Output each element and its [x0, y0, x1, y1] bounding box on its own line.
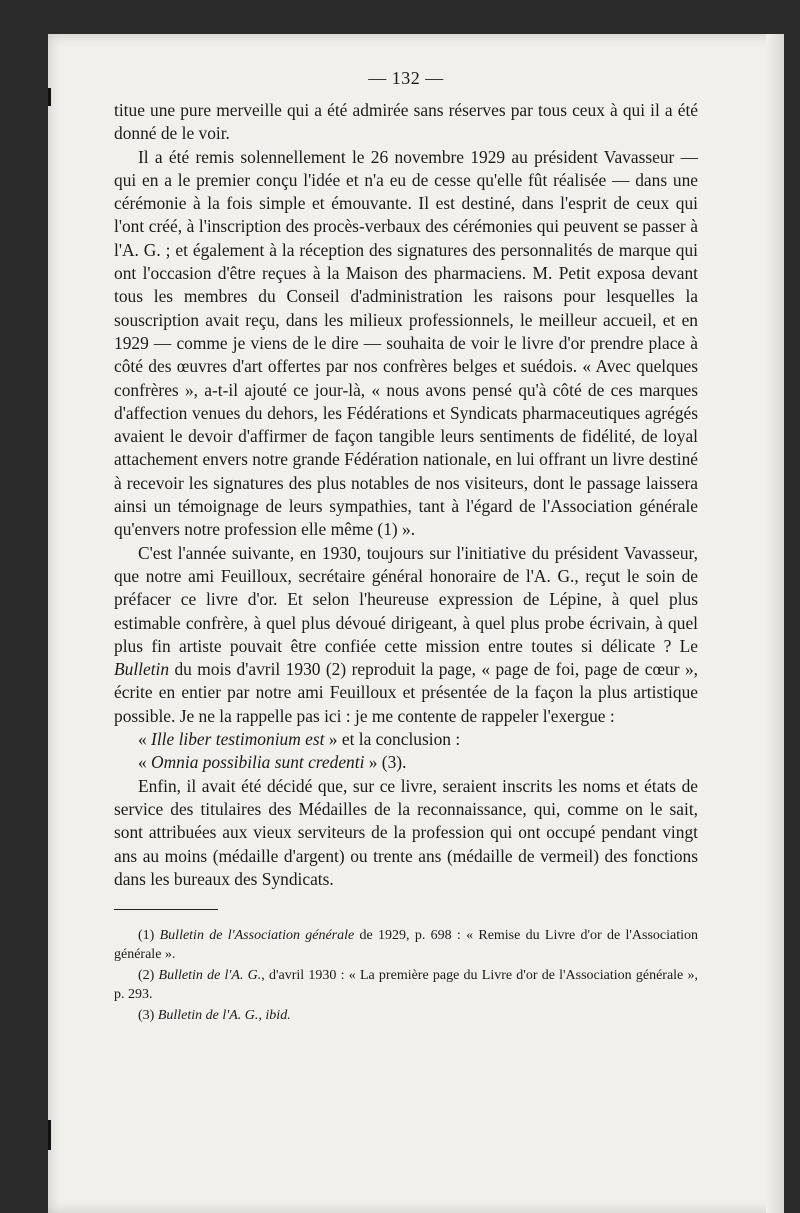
footnote	[114, 1006, 698, 1025]
paragraph	[114, 542, 698, 728]
italic-text: Bulletin de l'Association générale	[159, 928, 355, 944]
italic-text: Bulletin de l'A. G.	[158, 968, 262, 984]
text-run: , d'avril 1930 : « La première page du Livre d'or de l'Association générale », p. 293.	[114, 968, 698, 1003]
text-run: C'est l'année suivante, en 1930, toujours sur l'initiative du président Vavasseur, que notre ami Feuilloux, secrétaire général honoraire de l'A. G., reçut le soin de préfacer ce livre d'or. Et selon l'heureuse expression de Lépine, à quel plus estimable confrère, à quel plus dévoué dirigeant, à quel plus probe écrivain, à quel plus fin artiste pouvait être confiée cette mission entre toutes si délicate ? Le	[114, 542, 698, 656]
quote-line	[114, 728, 698, 751]
footnote-number: (2)	[138, 968, 159, 984]
text-run: du mois d'avril 1930 (2) reproduit la page, « page de foi, page de cœur », écrite en entier par notre ami Feuilloux et présentée de la façon la plus artistique possible. Je ne la rappelle pas ici : je me contente de rappeler l'exergue :	[114, 659, 698, 726]
italic-text: Bulletin	[114, 659, 170, 680]
italic-text: Bulletin de l'A. G., ibid.	[157, 1008, 291, 1024]
text-run: » (3).	[364, 752, 407, 773]
binding-mark	[48, 1120, 51, 1150]
page-edge-shadow	[766, 34, 784, 1213]
quote-mark: «	[138, 752, 152, 773]
binding-mark	[48, 88, 51, 106]
footnote-divider	[114, 909, 218, 910]
footnote	[114, 926, 698, 964]
paragraph: titue une pure merveille qui a été admirée sans réserves par tous ceux à qui il a été donné de le voir.	[114, 100, 698, 144]
footnote	[114, 966, 698, 1004]
quote-mark: «	[138, 729, 152, 750]
paragraph: Il a été remis solennellement le 26 novembre 1929 au président Vavasseur — qui en a le premier conçu l'idée et n'a eu de cesse qu'elle fût réalisée — dans une cérémonie à la fois simple et émouvante. Il est destiné, dans l'esprit de ceux qui l'ont créé, à l'inscription des procès-verbaux des cérémonies qui peuvent se passer à l'A. G. ; et également à la réception des signatures des personnalités de marque qui ont l'occasion d'être reçues à la Maison des pharmaciens. M. Petit exposa devant tous les membres du Conseil d'administration les raisons pour lesquelles la souscription avait reçu, dans les milieux professionnels, le meilleur accueil, et en 1929 — comme je viens de le dire — souhaita de voir le livre d'or prendre place à côté des œuvres d'art offertes par nos confrères belges et suédois. « Avec quelques confrères », a-t-il ajouté ce jour-là, « nous avons pensé qu'à côté de ces marques d'affection venues du dehors, les Fédérations et Syndicats pharmaceutiques agrégés avaient le devoir d'affirmer de façon tangible leurs sentiments de fidélité, de loyal attachement envers notre grande Fédération nationale, en lui offrant un livre destiné à recevoir les signatures des plus notables de nos visiteurs, dont le passage laissera ainsi un témoignage de leurs sympathies, tant à l'égard de l'Association générale qu'envers notre profession elle même (1) ».	[114, 146, 698, 540]
footnote-number: (3)	[138, 1008, 158, 1024]
quote-line	[114, 751, 698, 774]
text-run: de 1929, p. 698 : « Remise du Livre d'or de l'Association générale ».	[114, 928, 699, 963]
latin-quote: Ille liber testimonium est	[151, 729, 325, 750]
paragraph: Enfin, il avait été décidé que, sur ce livre, seraient inscrits les noms et états de service des titulaires des Médailles de la reconnaissance, qui, comme on le sait, sont attribuées aux vieux serviteurs de la profession qui ont occupé pendant vingt ans au moins (médaille d'argent) ou trente ans (médaille de vermeil) des fonctions dans les bureaux des Syndicats.	[114, 775, 698, 889]
latin-quote: Omnia possibilia sunt credenti	[151, 752, 365, 773]
page-number: — 132 —	[368, 68, 444, 88]
page-content	[114, 68, 698, 1027]
text-run: » et la conclusion :	[324, 729, 461, 750]
footnote-number: (1)	[138, 928, 160, 944]
